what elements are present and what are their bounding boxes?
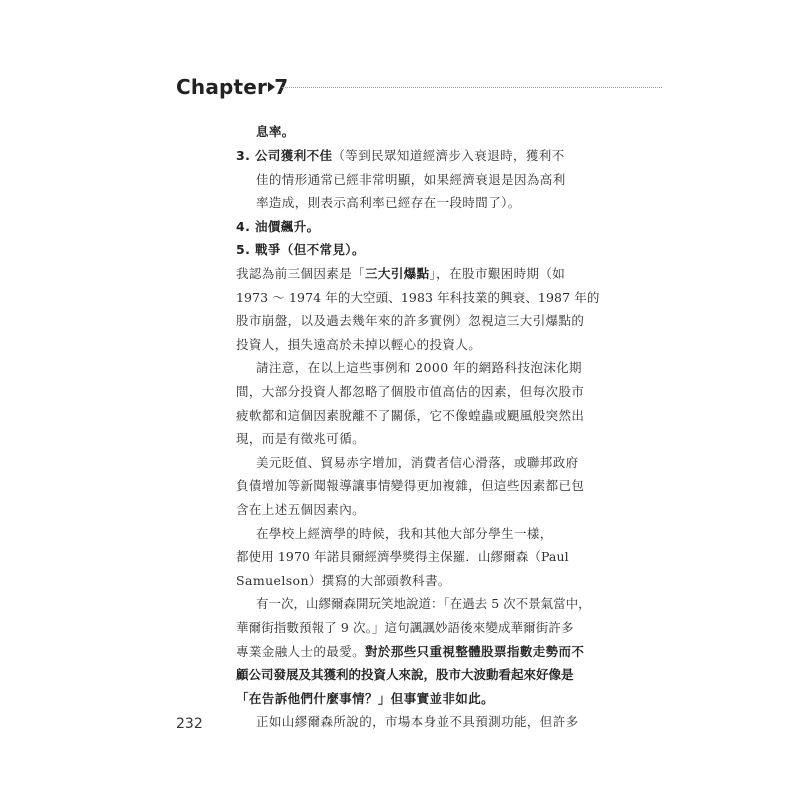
text-line: 疲軟都和這個因素脫離不了關係，它不像蝗蟲或颶風般突然出 xyxy=(236,408,585,423)
bold-text: 三大引爆點 xyxy=(365,266,430,281)
bold-text: 戰爭（但不常見）。 xyxy=(255,242,365,257)
bold-text: 「在告訴他們什麼事情？」但事實並非如此。 xyxy=(236,691,495,706)
text-line xyxy=(236,644,585,660)
text-line: 佳的情形通常已經非常明顯，如果經濟衰退是因為高利 xyxy=(256,172,566,187)
chapter-title: Chapter 7 xyxy=(176,75,289,99)
chapter-header xyxy=(176,74,664,102)
list-number: 5. xyxy=(236,242,255,257)
text-line: Samuelson）撰寫的大部頭教科書。 xyxy=(236,573,451,588)
list-item xyxy=(236,242,365,258)
text-segment: 專業金融人士的最愛。 xyxy=(236,644,366,659)
list-item xyxy=(236,219,320,235)
text-line xyxy=(236,266,572,282)
list-number: 4. xyxy=(236,219,255,234)
text-line: 請注意，在以上這些事例和 2000 年的網路科技泡沫化期 xyxy=(256,360,582,375)
text-line: 1973 ～ 1974 年的大空頭、1983 年科技業的興衰、1987 年的 xyxy=(236,290,600,305)
text-line: 正如山繆爾森所說的，市場本身並不具預測功能，但許多 xyxy=(256,714,579,729)
text-line: 現，而是有徵兆可循。 xyxy=(236,431,366,446)
text-line: 負債增加等新聞報導讓事情變得更加複雜，但這些因素都已包 xyxy=(236,478,585,493)
bold-text: 公司獲利不佳 xyxy=(255,148,333,163)
text-line: 華爾街指數預報了 9 次。」這句諷諷妙語後來變成華爾街許多 xyxy=(236,620,574,635)
list-number: 3. xyxy=(236,148,255,163)
bold-text: 油價飆升。 xyxy=(255,219,320,234)
text-line xyxy=(236,667,572,683)
bold-text: 息率。 xyxy=(256,124,295,139)
text-segment: （等到民眾知道經濟步入衰退時，獲利不 xyxy=(332,148,565,163)
text-line: 股市崩盤，以及過去幾年來的許多實例）忽視這三大引爆點的 xyxy=(236,313,585,328)
list-item xyxy=(236,148,565,164)
text-line: 間，大部分投資人都忽略了個股市值高估的因素，但每次股市 xyxy=(236,384,585,399)
text-line: 美元貶值、貿易赤字增加，消費者信心滑落，或聯邦政府 xyxy=(256,455,579,470)
text-line: 有一次，山繆爾森開玩笑地說道：「在過去 5 次不景氣當中， xyxy=(256,596,591,611)
text-line: 在學校上經濟學的時候，我和其他大部分學生一樣， xyxy=(256,526,553,541)
bold-text: 對於那些只重視整體股票指數走勢而不 xyxy=(365,644,585,659)
text-line xyxy=(236,691,572,707)
header-divider xyxy=(282,87,662,88)
text-segment: 我認為前三個因素是「 xyxy=(236,266,366,281)
triangle-right-icon xyxy=(268,82,275,92)
text-line: 含在上述五個因素內。 xyxy=(236,502,366,517)
text-line: 率造成，則表示高利率已經存在一段時間了）。 xyxy=(256,195,521,210)
bold-text: 顧公司發展及其獲利的投資人來說，股市大波動看起來好像是 xyxy=(236,667,574,682)
text-line: 投資人，損失遠高於未掉以輕心的投資人。 xyxy=(236,337,482,352)
text-segment: 」，在股市艱困時期（如 xyxy=(429,266,566,281)
page-number: 232 xyxy=(176,716,203,732)
text-line: 都使用 1970 年諾貝爾經濟學獎得主保羅．山繆爾森（Paul xyxy=(236,549,569,564)
text-line xyxy=(256,124,592,140)
